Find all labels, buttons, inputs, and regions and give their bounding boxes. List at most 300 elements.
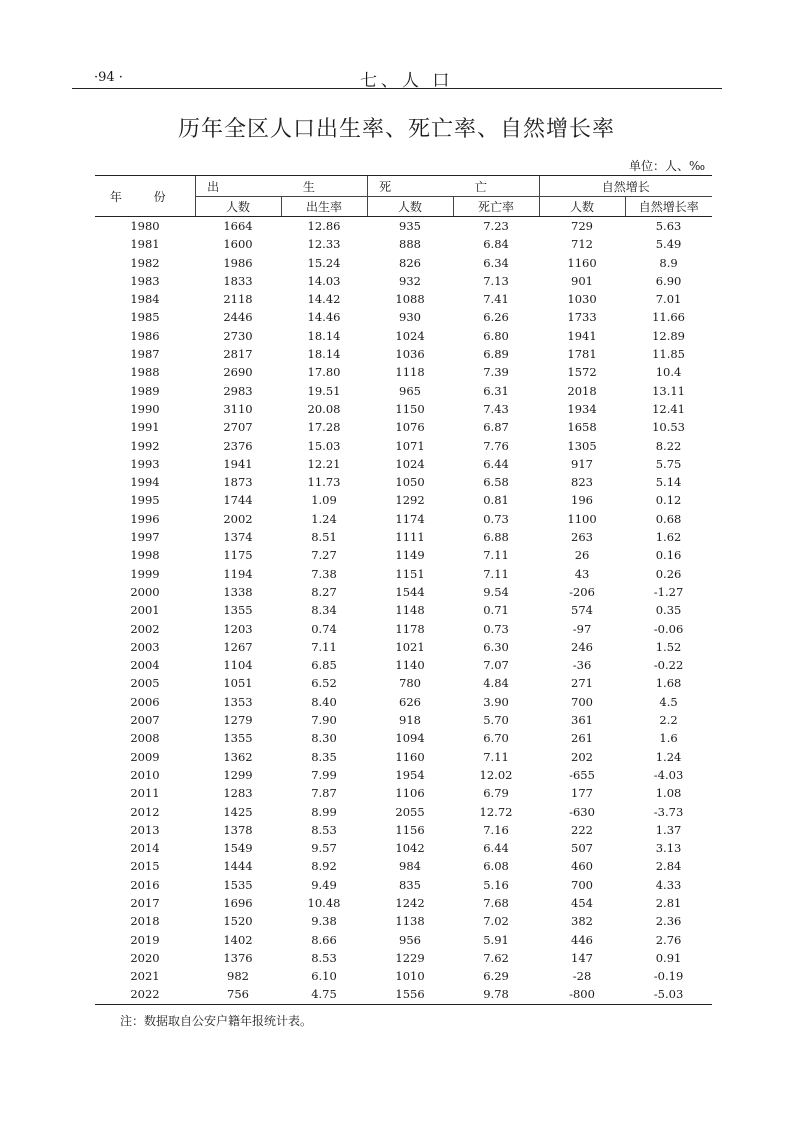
table-row [95,510,712,528]
natural-rate-cell: 0.35 [655,603,682,618]
birth-count-cell: 2002 [223,511,253,526]
natural-count-cell: 1305 [567,438,597,453]
death-rate-cell: 7.11 [483,566,509,581]
table-row [95,254,712,272]
birth-count-cell: 3110 [223,401,253,416]
birth-rate-cell: 6.10 [311,969,337,984]
birth-rate-cell: 8.53 [311,822,337,837]
table-row [95,601,712,619]
death-rate-cell: 6.80 [483,328,509,343]
death-rate-cell: 0.81 [483,493,509,508]
table-row [95,693,712,711]
natural-rate-cell: 8.9 [659,255,678,270]
death-count-cell: 1148 [395,603,425,618]
birth-rate-cell: 7.27 [311,548,337,563]
death-rate-cell: 9.78 [453,985,539,1004]
year-cell: 1981 [130,237,160,252]
death-count-cell: 1036 [395,347,425,362]
natural-rate-cell: 6.90 [655,273,682,288]
year-cell: 1986 [130,328,160,343]
death-rate-cell: 3.90 [483,694,509,709]
natural-rate-cell: 0.68 [655,511,682,526]
death-count-cell: 2055 [395,804,425,819]
death-count-cell: 1024 [395,328,425,343]
birth-count-cell: 1267 [223,639,253,654]
table-row [95,345,712,363]
year-cell: 2006 [130,694,160,709]
natural-rate-cell: 0.26 [655,566,682,581]
birth-rate-cell: 1.24 [311,511,337,526]
natural-count-cell: -36 [572,658,592,673]
table-body [95,217,712,1005]
year-cell: 2013 [130,822,160,837]
birth-rate-cell: 20.08 [307,401,341,416]
death-rate-cell: 9.54 [483,584,509,599]
natural-rate-cell: 2.81 [655,895,682,910]
natural-count-cell: 700 [571,877,593,892]
birth-count-cell: 1444 [223,859,253,874]
birth-rate-cell: 9.49 [311,877,337,892]
natural-count-cell: 382 [571,914,593,929]
birth-count-cell: 1353 [223,694,253,709]
birth-rate-cell: 6.52 [311,676,337,691]
birth-rate-cell: 10.48 [307,895,341,910]
table-row [95,766,712,784]
death-count-cell: 1106 [395,786,425,801]
natural-count-cell: 361 [571,713,593,728]
death-count-cell: 965 [399,383,421,398]
birth-count-cell: 1549 [223,841,253,856]
natural-rate-cell: 2.2 [659,713,678,728]
birth-rate-cell: 1.09 [311,493,337,508]
year-cell: 1992 [130,438,160,453]
death-count-cell: 932 [399,273,421,288]
birth-rate-cell: 7.11 [311,639,337,654]
birth-rate-cell: 8.27 [311,584,337,599]
birth-rate-cell: 14.46 [307,310,341,325]
death-rate-cell: 6.58 [483,475,509,490]
death-count-cell: 1292 [395,493,425,508]
birth-rate-cell: 12.33 [307,237,341,252]
table-row [95,656,712,674]
year-cell: 1985 [130,310,160,325]
death-count-cell: 1174 [395,511,425,526]
natural-count-cell: 43 [574,566,590,581]
death-count-cell: 1544 [395,584,425,599]
death-rate-cell: 6.44 [483,841,509,856]
death-rate-cell: 5.91 [483,932,509,947]
natural-rate-cell: 1.6 [659,731,678,746]
natural-count-cell: 507 [571,841,593,856]
death-count-cell: 918 [399,713,421,728]
birth-rate-cell: 19.51 [307,383,341,398]
death-count-cell: 1140 [395,658,425,673]
birth-count-cell: 2817 [223,347,253,362]
natural-count-cell: 147 [571,950,593,965]
death-rate-cell: 0.73 [483,511,509,526]
table-row [95,931,712,949]
natural-count-cell: 263 [571,530,593,545]
table-row [95,876,712,894]
natural-rate-cell: 1.37 [655,822,682,837]
birth-rate-cell: 8.66 [311,932,337,947]
birth-rate-cell: 9.57 [311,841,337,856]
death-rate-cell: 6.29 [483,969,509,984]
death-count-cell: 1010 [395,969,425,984]
birth-count-cell: 1051 [223,676,253,691]
birth-rate-cell: 7.38 [311,566,337,581]
year-cell: 2022 [95,985,195,1004]
natural-count-cell: 246 [571,639,593,654]
table-row [95,455,712,473]
natural-rate-cell: -1.27 [653,584,684,599]
natural-rate-cell: 3.13 [655,841,682,856]
table-row [95,327,712,345]
birth-count-cell: 1941 [223,456,253,471]
birth-count-cell: 1376 [223,950,253,965]
natural-count-cell: 202 [571,749,593,764]
natural-rate-cell: 7.01 [655,292,682,307]
table-row [95,821,712,839]
death-rate-cell: 0.73 [483,621,509,636]
birth-count-cell: 2690 [223,365,253,380]
natural-count-cell: 700 [571,694,593,709]
death-count-cell: 835 [399,877,421,892]
birth-rate-cell: 7.99 [311,767,337,782]
year-cell: 2021 [130,969,160,984]
natural-count-cell: 454 [571,895,593,910]
natural-rate-cell: 1.62 [655,530,682,545]
year-cell: 2018 [130,914,160,929]
table-row [95,382,712,400]
table-row [95,290,712,308]
table-row [95,674,712,692]
birth-count-cell: 1535 [223,877,253,892]
birth-count-cell: 1986 [223,255,253,270]
birth-rate-cell: 14.42 [307,292,341,307]
birth-count-cell: 1378 [223,822,253,837]
natural-count-cell: -800 [539,985,625,1004]
natural-rate-cell: -0.06 [653,621,684,636]
birth-count-cell: 2707 [223,420,253,435]
birth-count-cell: 1833 [223,273,253,288]
birth-count-cell: 982 [227,969,249,984]
death-count-cell: 1178 [395,621,425,636]
death-count-cell: 1024 [395,456,425,471]
natural-count-cell: 177 [571,786,593,801]
birth-count-header: 人数 [195,197,281,217]
birth-rate-cell: 8.30 [311,731,337,746]
year-cell: 1989 [130,383,160,398]
death-rate-cell: 7.11 [483,548,509,563]
table-row [95,803,712,821]
natural-rate-cell: 0.12 [655,493,682,508]
birth-rate-cell: 17.28 [307,420,341,435]
natural-count-cell: -206 [569,584,595,599]
year-cell: 2007 [130,713,160,728]
natural-rate-cell: 13.11 [652,383,685,398]
natural-count-cell: 1934 [567,401,597,416]
death-count-cell: 1076 [395,420,425,435]
table-row [95,308,712,326]
death-count-header: 人数 [367,197,453,217]
natural-count-cell: 712 [571,237,593,252]
death-rate-cell: 0.71 [483,603,509,618]
death-count-cell: 826 [399,255,421,270]
table-row [95,839,712,857]
natural-count-cell: -28 [572,969,592,984]
table-row [95,857,712,875]
natural-count-header: 人数 [539,197,625,217]
birth-count-cell: 756 [195,985,281,1004]
birth-count-cell: 1374 [223,530,253,545]
table-row [95,491,712,509]
year-cell: 1995 [130,493,160,508]
birth-group-header: 出 生 [195,176,367,197]
birth-count-cell: 1362 [223,749,253,764]
table-row [95,748,712,766]
birth-count-cell: 2446 [223,310,253,325]
birth-count-cell: 1194 [223,566,253,581]
birth-count-cell: 1355 [223,731,253,746]
natural-count-cell: 1030 [567,292,597,307]
natural-count-cell: -630 [569,804,595,819]
death-rate-cell: 6.44 [483,456,509,471]
natural-count-cell: 261 [571,731,593,746]
table-row [95,473,712,491]
death-rate-cell: 4.84 [483,676,509,691]
birth-rate-cell: 8.92 [311,859,337,874]
table-row [95,711,712,729]
death-rate-cell: 7.11 [483,749,509,764]
birth-count-cell: 1873 [223,475,253,490]
death-rate-cell: 6.34 [483,255,509,270]
death-rate-cell: 7.16 [483,822,509,837]
death-count-cell: 935 [399,219,421,233]
death-rate-cell: 7.43 [483,401,509,416]
birth-rate-cell: 15.03 [307,438,341,453]
death-rate-cell: 6.89 [483,347,509,362]
year-column-header: 年 份 [95,176,195,217]
birth-rate-cell: 18.14 [307,347,341,362]
death-count-cell: 1156 [395,822,425,837]
death-count-cell: 1242 [395,895,425,910]
death-rate-cell: 6.84 [483,237,509,252]
year-cell: 2004 [130,658,160,673]
natural-count-cell: -655 [569,767,595,782]
year-cell: 2014 [130,841,160,856]
death-count-cell: 1138 [395,914,425,929]
natural-rate-cell: 5.63 [655,219,682,233]
death-rate-cell: 5.70 [483,713,509,728]
birth-rate-cell: 8.34 [311,603,337,618]
death-count-cell: 1160 [395,749,425,764]
death-count-cell: 956 [399,932,421,947]
natural-count-cell: 1160 [567,255,597,270]
birth-rate-cell: 7.90 [311,713,337,728]
birth-rate-cell: 4.75 [281,985,367,1004]
natural-growth-group-header: 自然增长 [539,176,712,197]
natural-rate-cell: 1.24 [655,749,682,764]
death-rate-cell: 7.68 [483,895,509,910]
death-count-cell: 930 [399,310,421,325]
table-row [95,400,712,418]
year-cell: 1988 [130,365,160,380]
year-cell: 1993 [130,456,160,471]
table-row [95,217,712,236]
year-cell: 2008 [130,731,160,746]
year-cell: 1982 [130,255,160,270]
death-rate-header: 死亡率 [453,197,539,217]
birth-count-cell: 1104 [223,658,253,673]
natural-count-cell: 574 [571,603,593,618]
death-count-cell: 1042 [395,841,425,856]
table-row [95,784,712,802]
table-row [95,546,712,564]
natural-rate-cell: -5.03 [625,985,712,1004]
death-rate-cell: 6.30 [483,639,509,654]
birth-rate-cell: 12.86 [307,219,341,233]
birth-rate-cell: 17.80 [307,365,341,380]
natural-rate-cell: -0.22 [653,658,684,673]
table-row [95,967,712,985]
birth-rate-cell: 7.87 [311,786,337,801]
section-title: 七、人 口 [360,71,454,91]
natural-count-cell: 271 [571,676,593,691]
birth-count-cell: 1283 [223,786,253,801]
year-cell: 2015 [130,859,160,874]
table-row [95,894,712,912]
natural-rate-cell: 4.5 [659,694,678,709]
year-cell: 1983 [130,273,160,288]
death-rate-cell: 12.72 [479,804,513,819]
table-row [95,565,712,583]
table-row [95,949,712,967]
year-cell: 2005 [130,676,160,691]
birth-rate-header: 出生率 [281,197,367,217]
natural-rate-cell: 5.49 [655,237,682,252]
death-count-cell: 1021 [395,639,425,654]
natural-count-cell: 729 [571,219,593,233]
year-cell: 2009 [130,749,160,764]
natural-rate-cell: 1.52 [655,639,682,654]
birth-rate-cell: 8.99 [311,804,337,819]
death-rate-cell: 7.23 [483,219,509,233]
natural-count-cell: 1572 [567,365,597,380]
year-cell: 1998 [130,548,160,563]
header-divider [72,88,722,89]
birth-count-cell: 2376 [223,438,253,453]
death-rate-cell: 6.31 [483,383,509,398]
birth-rate-cell: 6.85 [311,658,337,673]
year-cell: 2017 [130,895,160,910]
death-rate-cell: 6.26 [483,310,509,325]
table-row [95,418,712,436]
death-count-cell: 1149 [395,548,425,563]
natural-rate-cell: 12.41 [652,401,685,416]
natural-rate-cell: -3.73 [653,804,684,819]
death-rate-cell: 7.41 [483,292,509,307]
natural-count-cell: 2018 [567,383,597,398]
birth-count-cell: 1402 [223,932,253,947]
birth-count-cell: 1355 [223,603,253,618]
natural-count-cell: 460 [571,859,593,874]
page-title: 历年全区人口出生率、死亡率、自然增长率 [177,117,615,142]
natural-rate-cell: 0.16 [655,548,682,563]
natural-count-cell: 1781 [567,347,597,362]
year-cell: 1980 [130,219,160,233]
death-rate-cell: 6.08 [483,859,509,874]
natural-count-cell: 26 [574,548,590,563]
year-cell: 1996 [130,511,160,526]
year-cell: 2011 [130,786,160,801]
death-count-cell: 1111 [395,530,425,545]
natural-count-cell: -97 [572,621,592,636]
year-cell: 2016 [130,877,160,892]
natural-rate-cell: 11.66 [652,310,685,325]
death-count-cell: 1118 [395,365,425,380]
death-count-cell: 1954 [395,767,425,782]
year-cell: 1984 [130,292,160,307]
death-rate-cell: 7.13 [483,273,509,288]
death-rate-cell: 5.16 [483,877,509,892]
natural-rate-cell: 11.85 [652,347,685,362]
birth-rate-cell: 8.53 [311,950,337,965]
death-count-cell: 1071 [395,438,425,453]
unit-label: 单位：人、‰ [629,159,706,173]
birth-rate-cell: 11.73 [307,475,341,490]
population-table [95,175,712,1005]
table-row [95,583,712,601]
death-rate-cell: 7.07 [483,658,509,673]
birth-count-cell: 1338 [223,584,253,599]
death-rate-cell: 6.87 [483,420,509,435]
birth-rate-cell: 0.74 [311,621,337,636]
natural-rate-cell: 10.53 [652,420,685,435]
birth-count-cell: 1279 [223,713,253,728]
death-rate-cell: 6.79 [483,786,509,801]
natural-rate-cell: 2.76 [655,932,682,947]
death-count-cell: 888 [399,237,421,252]
birth-count-cell: 2118 [223,292,253,307]
table-row [95,235,712,253]
natural-rate-cell: 1.08 [655,786,682,801]
table-row [95,638,712,656]
table-row [95,729,712,747]
natural-count-cell: 1658 [567,420,597,435]
death-group-header: 死 亡 [367,176,539,197]
death-count-cell: 1050 [395,475,425,490]
year-cell: 2001 [130,603,160,618]
birth-count-cell: 1175 [223,548,253,563]
natural-rate-cell: -4.03 [653,767,684,782]
birth-count-cell: 1664 [223,219,253,233]
natural-count-cell: 1100 [567,511,597,526]
table-row [95,437,712,455]
table-row [95,985,712,1004]
death-count-cell: 984 [399,859,421,874]
birth-count-cell: 1744 [223,493,253,508]
natural-rate-cell: 12.89 [652,328,685,343]
birth-rate-cell: 18.14 [307,328,341,343]
natural-rate-header: 自然增长率 [625,197,712,217]
death-count-cell: 1229 [395,950,425,965]
death-count-cell: 1150 [395,401,425,416]
natural-rate-cell: 2.84 [655,859,682,874]
year-cell: 2003 [130,639,160,654]
year-cell: 2002 [130,621,160,636]
natural-rate-cell: 5.75 [655,456,682,471]
